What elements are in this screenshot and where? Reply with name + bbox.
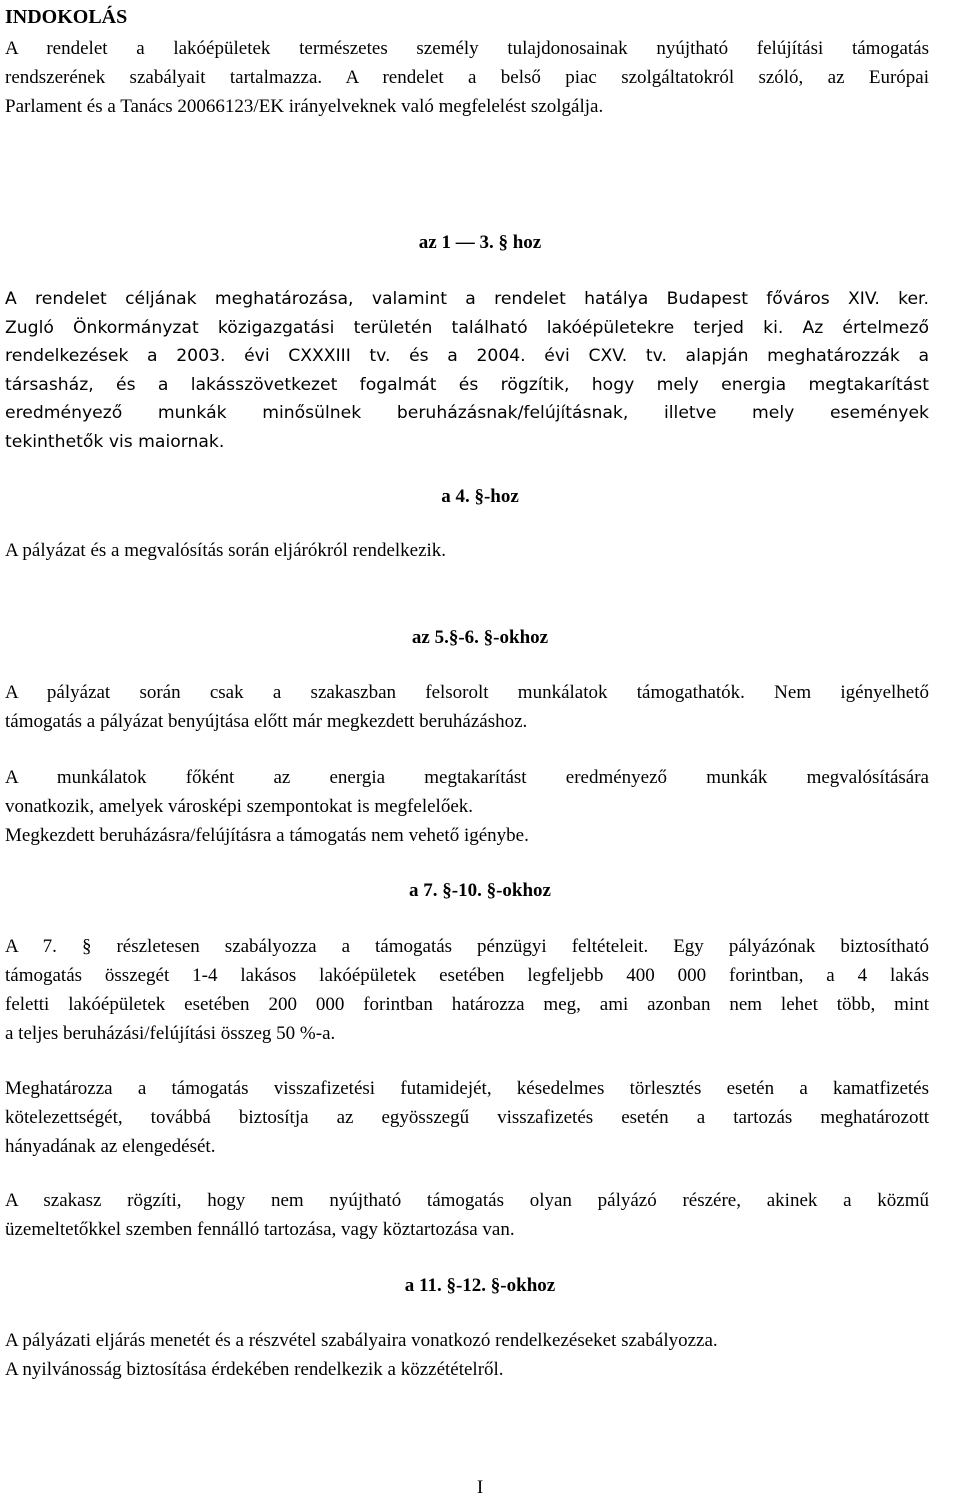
section-11-12-paragraph: [5, 1326, 929, 1384]
section-heading-5-6: az 5.§-6. §-okhoz: [411, 627, 549, 648]
text-line: üzemeltetőkkel szemben fennálló tartozása, vagy köztartozása van.: [5, 1219, 515, 1240]
text-line: Meghatározza a támogatás visszafizetési futamidejét, késedelmes törlesztés esetén a kamatfizetés: [5, 1078, 929, 1099]
section-heading-7-10: a 7. §-10. §-okhoz: [409, 880, 551, 901]
page-number: I: [476, 1477, 484, 1498]
text-line: Zugló Önkormányzat közigazgatási területén található lakóépületekre terjed ki. Az értelmező: [5, 317, 929, 338]
text-line: A pályázat és a megvalósítás során eljárókról rendelkezik.: [5, 540, 447, 561]
text-line: vonatkozik, amelyek városképi szempontokat is megfelelőek.: [5, 796, 473, 817]
section-5-6-paragraph-2: [5, 763, 929, 850]
section-heading-11-12: a 11. §-12. §-okhoz: [404, 1275, 556, 1296]
section-1-3-paragraph: [5, 285, 929, 456]
intro-paragraph: [5, 34, 929, 121]
text-line: támogatás a pályázat benyújtása előtt már megkezdett beruházáshoz.: [5, 711, 528, 732]
text-line: Parlament és a Tanács 20066123/EK irányelveknek való megfelelést szolgálja.: [5, 96, 604, 117]
text-line: rendelkezések a 2003. évi CXXXIII tv. és a 2004. évi CXV. tv. alapján meghatározzák a: [5, 346, 929, 366]
text-line: Megkezdett beruházásra/felújításra a támogatás nem vehető igénybe.: [5, 825, 529, 846]
section-7-10-paragraph-1: [5, 932, 929, 1048]
text-line: tekinthetők vis maiornak.: [5, 431, 225, 452]
text-line: A szakasz rögzíti, hogy nem nyújtható támogatás olyan pályázó részére, akinek a közmű: [5, 1190, 929, 1211]
section-heading-4: a 4. §-hoz: [441, 486, 519, 507]
section-5-6-paragraph-1: [5, 678, 929, 736]
text-line: rendszerének szabályait tartalmazza. A rendelet a belső piac szolgáltatokról szóló, az Európai: [5, 67, 929, 88]
text-line: A pályázati eljárás menetét és a részvétel szabályaira vonatkozó rendelkezéseket szabályozza.: [5, 1330, 718, 1351]
text-line: a teljes beruházási/felújítási összeg 50 %-a.: [5, 1023, 336, 1044]
text-line: hányadának az elengedését.: [5, 1136, 216, 1157]
text-line: kötelezettségét, továbbá biztosítja az egyösszegű visszafizetés esetén a tartozás meghatározott: [5, 1107, 929, 1128]
section-heading-1-3: az 1 — 3. § hoz: [418, 232, 542, 253]
section-7-10-paragraph-3: [5, 1186, 929, 1244]
text-line: A munkálatok főként az energia megtakarítást eredményező munkák megvalósítására: [5, 767, 929, 788]
section-7-10-paragraph-2: [5, 1074, 929, 1161]
text-line: A nyilvánosság biztosítása érdekében rendelkezik a közzétételről.: [5, 1359, 504, 1380]
text-line: támogatás összegét 1-4 lakásos lakóépületek esetében legfeljebb 400 000 forintban, a 4 lakás: [5, 965, 929, 986]
text-line: eredményező munkák minősülnek beruházásnak/felújításnak, illetve mely események: [5, 403, 929, 423]
section-4-paragraph: [5, 536, 929, 565]
text-line: A 7. § részletesen szabályozza a támogatás pénzügyi feltételeit. Egy pályázónak biztosítható: [5, 936, 929, 957]
document-title: INDOKOLÁS: [5, 6, 128, 28]
text-line: feletti lakóépületek esetében 200 000 forintban határozza meg, ami azonban nem lehet több, mint: [5, 994, 929, 1015]
text-line: A rendelet céljának meghatározása, valamint a rendelet hatálya Budapest főváros XIV. ker.: [5, 289, 929, 309]
text-line: A rendelet a lakóépületek természetes személy tulajdonosainak nyújtható felújítási támogatás: [5, 38, 929, 59]
text-line: társasház, és a lakásszövetkezet fogalmát és rögzítik, hogy mely energia megtakarítást: [5, 374, 929, 395]
text-line: A pályázat során csak a szakaszban felsorolt munkálatok támogathatók. Nem igényelhető: [5, 682, 929, 703]
